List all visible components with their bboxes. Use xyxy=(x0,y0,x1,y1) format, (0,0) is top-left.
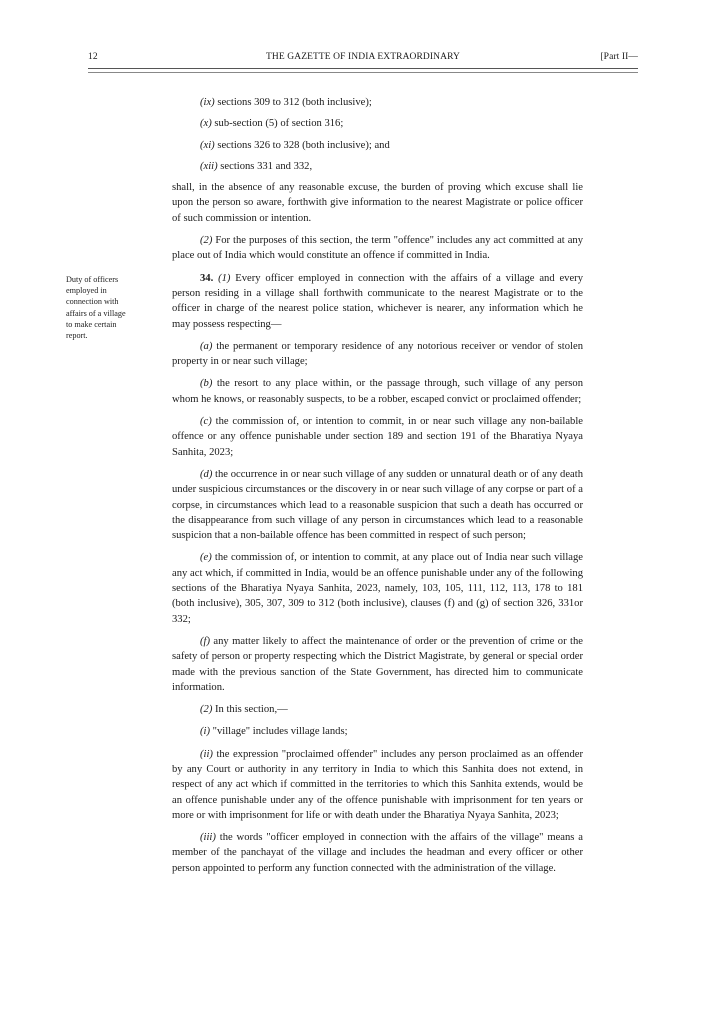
section-34: 34. (1) Every officer employed in connection with the affairs of a village and every person residing in a village shall forthwith communicate to the nearest Magistrate or to the officer in charge of the nearest police station, whichever is nearer, any information which he may possess respecting— xyxy=(172,272,583,330)
page-header xyxy=(88,52,638,68)
header-rule xyxy=(88,68,638,73)
document-body xyxy=(172,95,583,883)
page-number: 12 xyxy=(88,52,98,62)
clause-f: (f) any matter likely to affect the maintenance of order or the prevention of crime or the safety of person or property respecting which the District Magistrate, by general or special order made with the previous sanction of the State Government, has directed him to communicate information. xyxy=(172,635,583,693)
clause-a: (a) the permanent or temporary residence of any notorious receiver or vendor of stolen property in or near such village; xyxy=(172,340,583,368)
list-item: (x) sub-section (5) of section 316; xyxy=(200,118,344,130)
clause-d: (d) the occurrence in or near such village of any sudden or unnatural death or of any death under suspicious circumstances or the discovery in or near such village of any corpse or part of a corpse, in circumstances which lead to a reasonable suspicion that such a death has occurred or the disappearance from such village of any person in circumstances which lead to a reasonable suspicion that a non-bailable offence has been committed in respect of such person; xyxy=(172,468,583,542)
paragraph-shall: shall, in the absence of any reasonable excuse, the burden of proving which excuse shall lie upon the person so aware, forthwith give information to the nearest Magistrate or police officer of such commission or intention. xyxy=(172,182,583,224)
paragraph-2: (2) For the purposes of this section, the term "offence" includes any act committed at any place out of India which would constitute an offence if committed in India. xyxy=(172,235,583,262)
clause-b: (b) the resort to any place within, or the passage through, such village of any person whom he knows, or reasonably suspects, to be a robber, escaped convict or proclaimed offender; xyxy=(172,378,583,405)
definition-ii: (ii) the expression "proclaimed offender" includes any person proclaimed as an offender by any Court or authority in any territory in India to which this Sanhita does not extend, in respect of any act which if committed in the territories to which this Sanhita extends, would be an offence punishable under any of the offence punishable with imprisonment for ten years or more or with imprisonment for life or with death under the Bharatiya Nyaya Sanhita, 2023; xyxy=(172,748,583,821)
definition-i: (i) "village" includes village lands; xyxy=(200,726,348,738)
subsection-2: (2) In this section,— xyxy=(200,704,288,716)
list-item: (ix) sections 309 to 312 (both inclusive); xyxy=(200,97,372,108)
clause-c: (c) the commission of, or intention to commit, in or near such village any non-bailable offence or any offence punishable under section 189 and section 191 of the Bharatiya Nyaya Sanhita, 2023; xyxy=(172,416,583,458)
margin-note: Duty of officers employed in connection with affairs of a village to make certain report. xyxy=(66,275,126,341)
section-number: 34. xyxy=(200,272,214,284)
list-item: (xi) sections 326 to 328 (both inclusive); and xyxy=(200,139,390,151)
gazette-title: THE GAZETTE OF INDIA EXTRAORDINARY xyxy=(266,52,460,62)
part-label: [Part II— xyxy=(600,52,638,62)
clause-e: (e) the commission of, or intention to commit, at any place out of India near such village any act which, if committed in India, would be an offence punishable under any of the following sections of the Bharatiya Nyaya Sanhita, 2023, namely, 103, 105, 111, 112, 113, 178 to 181 (both inclusive), 305, 307, 309 to 312 (both inclusive), clauses (f) and (g) of section 326, 331or 332; xyxy=(172,552,583,625)
definition-iii: (iii) the words "officer employed in connection with the affairs of the village" means a member of the panchayat of the village and includes the headman and every officer or other person appointed to perform any function connected with the administration of the village. xyxy=(172,832,583,874)
list-item: (xii) sections 331 and 332, xyxy=(200,160,313,172)
